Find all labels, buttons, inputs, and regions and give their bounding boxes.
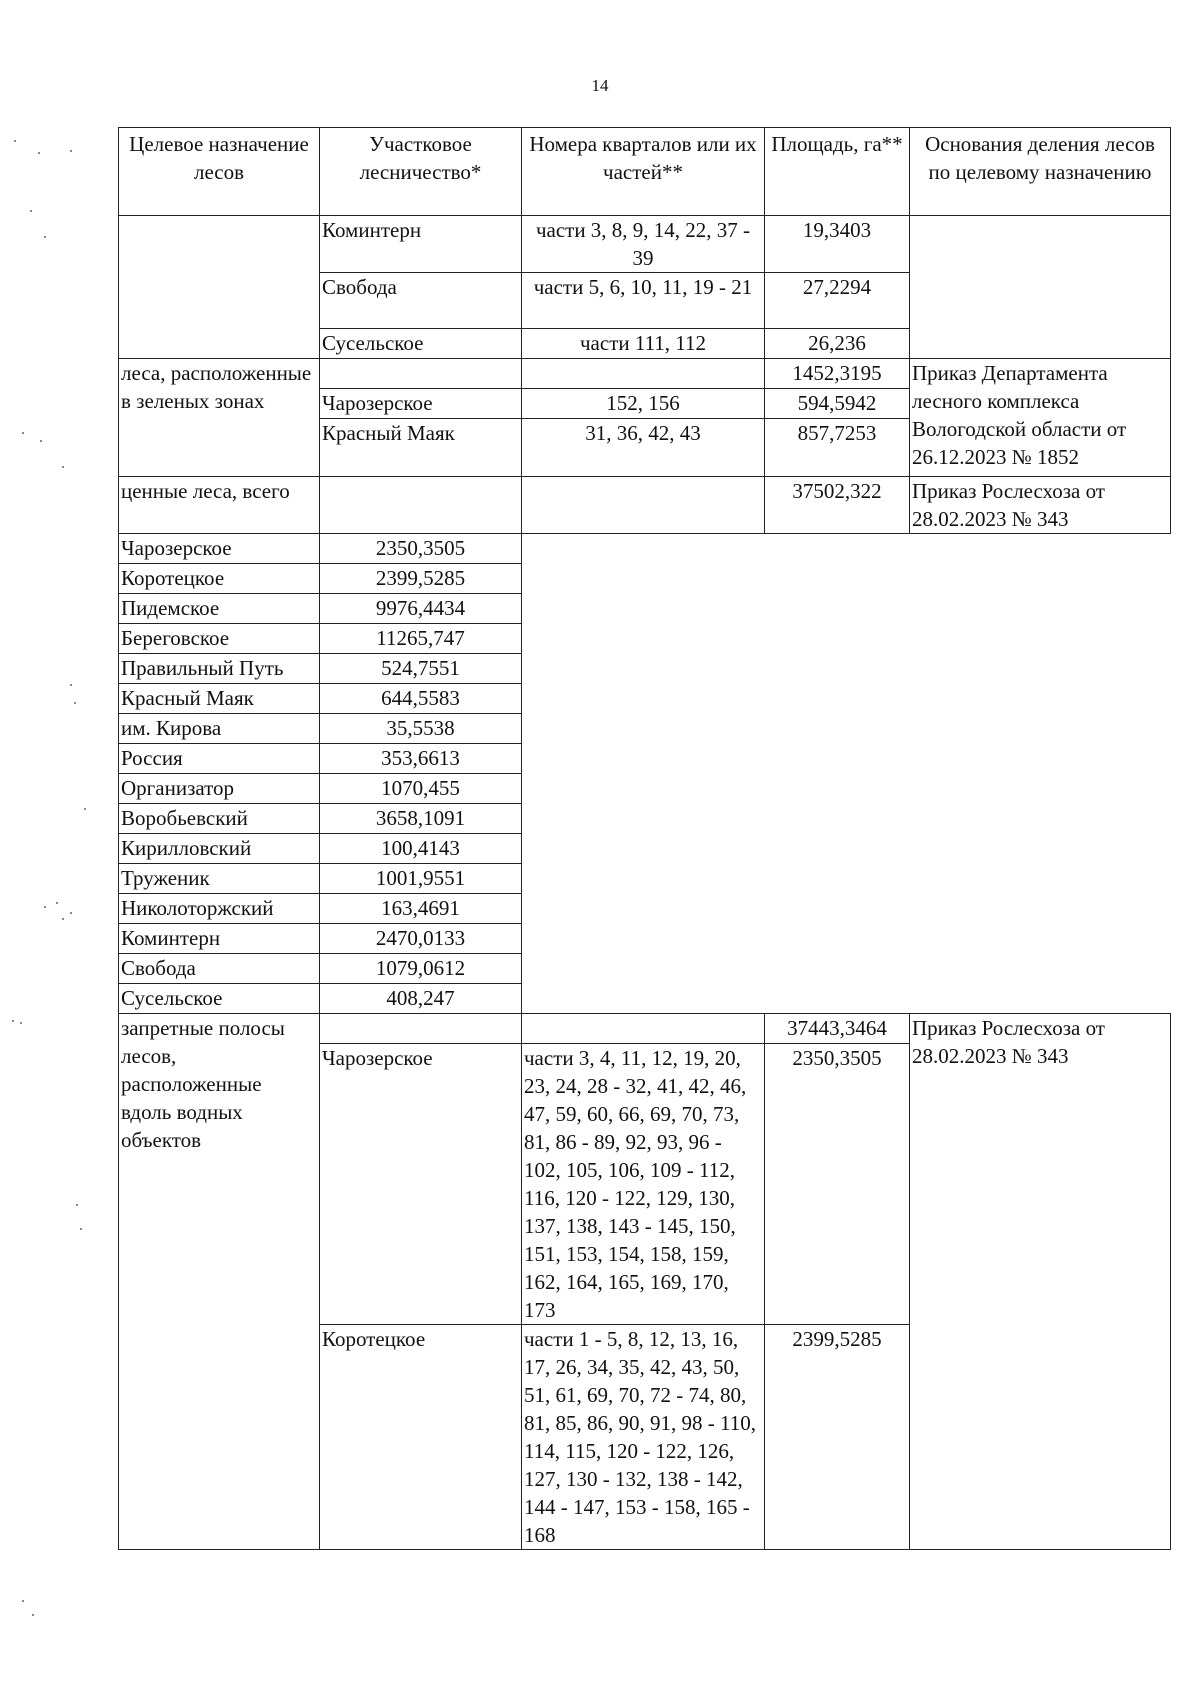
forestry-cell: Пидемское	[119, 594, 320, 624]
purpose-cell-valuable: ценные леса, всего	[119, 477, 320, 534]
area-cell: 9976,4434	[320, 594, 522, 624]
area-cell: 524,7551	[320, 654, 522, 684]
table-row	[119, 564, 1171, 594]
basis-cell-green: Приказ Департамента лесного комплекса Вологодской области от 26.12.2023 № 1852	[910, 359, 1171, 477]
area-cell: 408,247	[320, 984, 522, 1014]
forestry-cell: Красный Маяк	[119, 684, 320, 714]
area-cell: 1070,455	[320, 774, 522, 804]
forestry-cell: им. Кирова	[119, 714, 320, 744]
table-row	[119, 359, 1171, 389]
forestry-cell: Николоторжский	[119, 894, 320, 924]
area-cell: 2350,3505	[765, 1044, 910, 1325]
area-cell: 857,7253	[765, 419, 910, 449]
table-row	[119, 804, 1171, 834]
header-area: Площадь, га**	[765, 128, 910, 216]
table-row	[119, 984, 1171, 1014]
forestry-cell: Коминтерн	[119, 924, 320, 954]
forestry-cell-empty	[320, 359, 522, 389]
area-cell: 594,5942	[765, 389, 910, 419]
header-basis: Основания деления лесов по целевому назначению	[910, 128, 1171, 216]
quarters-cell: 31, 36, 42, 43	[522, 419, 765, 449]
forestry-cell-empty	[320, 477, 522, 534]
forestry-cell: Береговское	[119, 624, 320, 654]
area-cell: 19,3403	[765, 216, 910, 273]
forestry-cell: Коротецкое	[119, 564, 320, 594]
quarters-cell: части 5, 6, 10, 11, 19 - 21	[522, 273, 765, 329]
area-cell: 3658,1091	[320, 804, 522, 834]
forestry-cell: Чарозерское	[119, 534, 320, 564]
forestry-cell: Труженик	[119, 864, 320, 894]
table-row	[119, 654, 1171, 684]
area-cell: 353,6613	[320, 744, 522, 774]
header-quarters: Номера кварталов или их частей**	[522, 128, 765, 216]
quarters-cell-empty	[522, 359, 765, 389]
area-cell: 2399,5285	[320, 564, 522, 594]
quarters-cell-valuable-empty	[522, 477, 765, 534]
basis-cell-protected: Приказ Рослесхоза от 28.02.2023 № 343	[910, 1014, 1171, 1550]
forestry-cell: Правильный Путь	[119, 654, 320, 684]
quarters-cell: 152, 156	[522, 389, 765, 419]
forestry-cell: Россия	[119, 744, 320, 774]
forest-purpose-table	[118, 127, 1171, 1550]
area-cell: 644,5583	[320, 684, 522, 714]
forestry-cell: Организатор	[119, 774, 320, 804]
area-cell: 26,236	[765, 329, 910, 359]
header-forestry: Участковое лесничество*	[320, 128, 522, 216]
purpose-cell-protected: запретные полосы лесов, расположенные вдоль водных объектов	[119, 1014, 320, 1550]
table-header-row	[119, 128, 1171, 216]
quarters-cell-empty	[522, 1014, 765, 1044]
forestry-cell: Чарозерское	[320, 1044, 522, 1325]
forestry-cell-empty	[320, 1014, 522, 1044]
area-cell-total: 37502,322	[765, 477, 910, 534]
table-row	[119, 534, 1171, 564]
table-row	[119, 594, 1171, 624]
forestry-cell: Кирилловский	[119, 834, 320, 864]
table-row	[119, 954, 1171, 984]
area-cell: 1001,9551	[320, 864, 522, 894]
table-row	[119, 834, 1171, 864]
area-cell: 2350,3505	[320, 534, 522, 564]
forestry-cell: Сусельское	[119, 984, 320, 1014]
area-cell-empty	[765, 449, 910, 477]
purpose-cell-green: леса, расположенные в зеленых зонах	[119, 359, 320, 477]
table-row	[119, 864, 1171, 894]
table-row	[119, 216, 1171, 273]
area-cell: 100,4143	[320, 834, 522, 864]
quarters-cell: части 1 - 5, 8, 12, 13, 16, 17, 26, 34, 35, 42, 43, 50, 51, 61, 69, 70, 72 - 74, 80, 81, 85, 86, 90, 91, 98 - 110, 114, 115, 120 - 122, 126, 127, 130 - 132, 138 - 142, 144 - 147, 153 - 158, 165 - 168	[522, 1325, 765, 1550]
forestry-cell: Свобода	[320, 273, 522, 329]
table-row	[119, 684, 1171, 714]
area-cell: 2399,5285	[765, 1325, 910, 1550]
quarters-cell: части 3, 4, 11, 12, 19, 20, 23, 24, 28 - 32, 41, 42, 46, 47, 59, 60, 66, 69, 70, 73, 81, 86 - 89, 92, 93, 96 - 102, 105, 106, 109 - 112, 116, 120 - 122, 129, 130, 137, 138, 143 - 145, 150, 151, 153, 154, 158, 159, 162, 164, 165, 169, 170, 173	[522, 1044, 765, 1325]
basis-cell-valuable: Приказ Рослесхоза от 28.02.2023 № 343	[910, 477, 1171, 534]
basis-cell-continued	[910, 216, 1171, 359]
area-cell: 163,4691	[320, 894, 522, 924]
table-row	[119, 714, 1171, 744]
area-cell: 35,5538	[320, 714, 522, 744]
area-cell: 1079,0612	[320, 954, 522, 984]
table-row	[119, 894, 1171, 924]
area-cell: 27,2294	[765, 273, 910, 329]
quarters-cell: части 3, 8, 9, 14, 22, 37 - 39	[522, 216, 765, 273]
table-row	[119, 1014, 1171, 1044]
header-purpose: Целевое назначение лесов	[119, 128, 320, 216]
table-row	[119, 624, 1171, 654]
area-cell-total: 37443,3464	[765, 1014, 910, 1044]
page-number: 14	[591, 76, 609, 95]
table-row	[119, 924, 1171, 954]
area-cell-total: 1452,3195	[765, 359, 910, 389]
table-row	[119, 477, 1171, 534]
forestry-cell: Свобода	[119, 954, 320, 984]
table-row	[119, 744, 1171, 774]
area-cell: 2470,0133	[320, 924, 522, 954]
forestry-cell: Сусельское	[320, 329, 522, 359]
forestry-cell: Коротецкое	[320, 1325, 522, 1550]
purpose-cell-continued	[119, 216, 320, 359]
forestry-cell: Чарозерское	[320, 389, 522, 419]
quarters-cell-empty	[522, 449, 765, 477]
forestry-cell: Воробьевский	[119, 804, 320, 834]
table-row	[119, 774, 1171, 804]
forestry-cell: Коминтерн	[320, 216, 522, 273]
quarters-cell: части 111, 112	[522, 329, 765, 359]
area-cell: 11265,747	[320, 624, 522, 654]
forestry-cell-empty	[320, 449, 522, 477]
forestry-cell: Красный Маяк	[320, 419, 522, 449]
